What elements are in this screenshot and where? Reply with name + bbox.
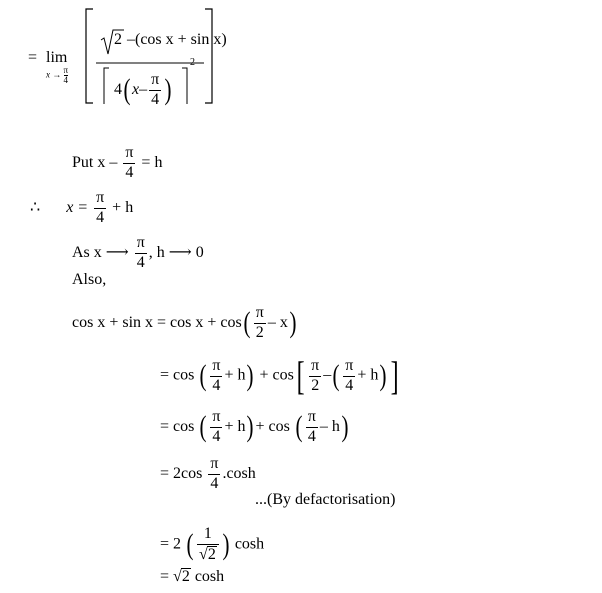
as-line: As x ⟶ $\frac{\pi}{4}$ , h ⟶ 0 [72, 234, 204, 271]
put-line: Put x – $\frac{\pi}{4}$ = h [72, 144, 163, 181]
denominator: 4(x– $\frac{\pi}{4}$ ) [114, 71, 172, 108]
step2: = cos ( $\frac{\pi}{4}$ + h) + cos[ $\frac{\pi}{2}$ –( $\frac{\pi}{4}$ + h) ] [160, 353, 400, 398]
denominator-exponent: 2 [190, 57, 195, 68]
lim-operator: lim [46, 49, 68, 66]
lim-subscript: x → $\frac{\pi}{4}$ [46, 65, 69, 85]
step6: = √2 cosh [160, 568, 225, 585]
step5: = 2 ( $\frac{1}{√2}$ ) cosh [160, 525, 265, 563]
numerator: 2 [114, 31, 122, 48]
limit-equals: = [28, 49, 38, 66]
step1: cos x + sin x = cos x + cos( $\frac{\pi}{2}$ – x) [72, 304, 297, 341]
defactorisation-note: ...(By defactorisation) [255, 491, 396, 508]
therefore-line: ∴ x = $\frac{\pi}{4}$ + h [30, 189, 134, 226]
also-line: Also, [72, 271, 107, 288]
step4: = 2cos $\frac{\pi}{4}$ .cosh [160, 455, 256, 492]
numerator-rest: –(cos x + sin x) [127, 31, 227, 48]
step3: = cos ( $\frac{\pi}{4}$ + h)+ cos ( $\frac{\pi}{4}$ – h) [160, 408, 349, 445]
